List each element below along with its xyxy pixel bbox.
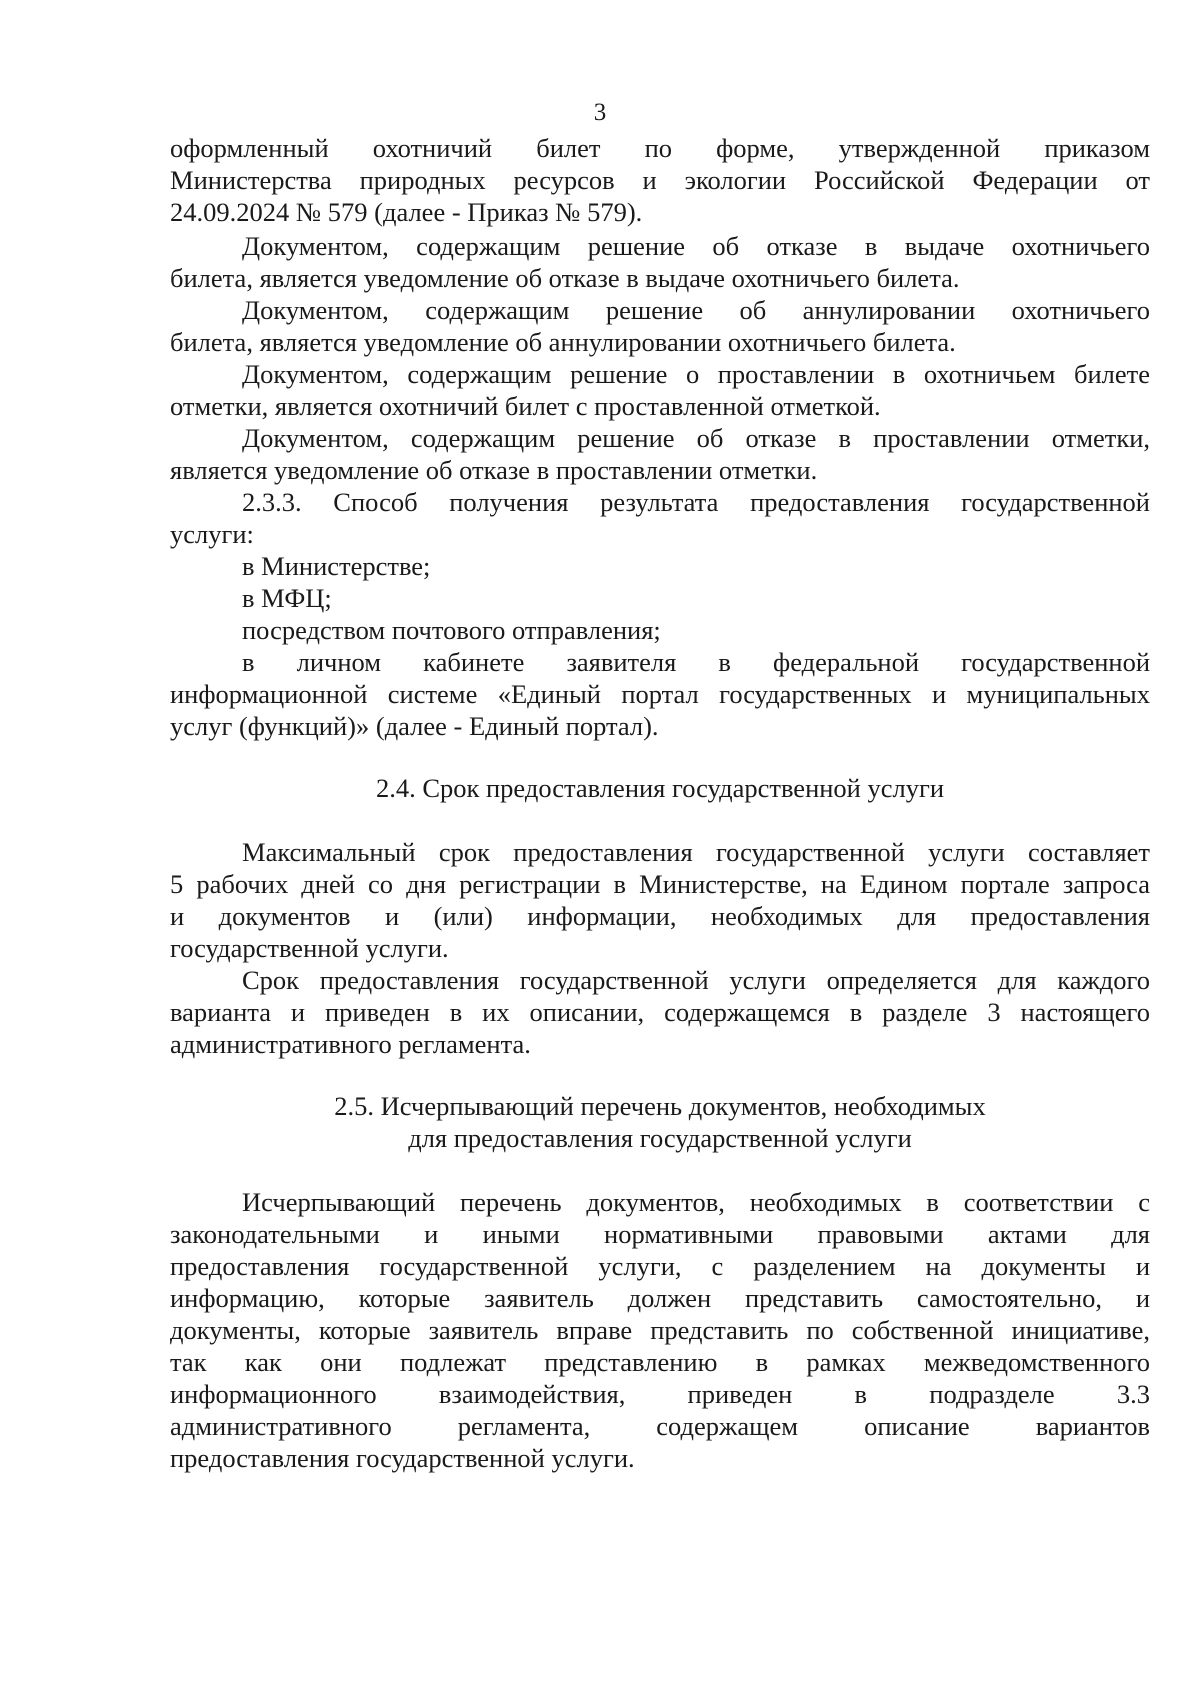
text-line: услуг (функций)» (далее - Единый портал). (170, 711, 659, 741)
document-body (170, 132, 1150, 1474)
text-line: в личном кабинете заявителя в федеральной государственной (242, 647, 1150, 677)
text-line: Документом, содержащим решение об аннулировании охотничьего (242, 295, 1150, 325)
text-line: документы, которые заявитель вправе представить по собственной инициативе, (170, 1315, 1150, 1345)
paragraph-result-ticket (170, 132, 1150, 228)
text-line: 5 рабочих дней со дня регистрации в Министерстве, на Едином портале запроса (170, 869, 1150, 899)
paragraph-documents-list (170, 1186, 1150, 1474)
text-line: так как они подлежат представлению в рамках межведомственного (170, 1347, 1150, 1377)
list-item: в МФЦ; (242, 583, 332, 613)
text-line: варианта и приведен в их описании, содержащемся в разделе 3 настоящего (170, 997, 1150, 1027)
section-heading-2-5 (170, 1090, 1150, 1154)
text-line: Министерства природных ресурсов и экологии Российской Федерации от (170, 165, 1150, 195)
text-line: Документом, содержащим решение об отказе в выдаче охотничьего (242, 231, 1150, 261)
text-line: Максимальный срок предоставления государственной услуги составляет (242, 837, 1150, 867)
text-line: оформленный охотничий билет по форме, утвержденной приказом (170, 133, 1150, 163)
text-line: услуги: (170, 519, 254, 549)
text-line: Документом, содержащим решение об отказе в проставлении отметки, (242, 423, 1150, 453)
paragraph-2-3-3 (170, 486, 1150, 550)
paragraph-personal-cabinet (170, 646, 1150, 742)
paragraph-mark-refusal (170, 422, 1150, 486)
text-line: информационной системе «Единый портал государственных и муниципальных (170, 679, 1150, 709)
text-line: предоставления государственной услуги. (170, 1443, 635, 1473)
paragraph-annulment-notice (170, 294, 1150, 358)
text-line: Срок предоставления государственной услуги определяется для каждого (242, 965, 1150, 995)
text-line: Исчерпывающий перечень документов, необходимых в соответствии с (242, 1187, 1150, 1217)
text-line: административного регламента, содержащем описание вариантов (170, 1411, 1150, 1441)
paragraph-term-variants (170, 964, 1150, 1060)
text-line: информацию, которые заявитель должен представить самостоятельно, и (170, 1283, 1150, 1313)
text-line: отметки, является охотничий билет с проставленной отметкой. (170, 391, 881, 421)
text-line: Документом, содержащим решение о проставлении в охотничьем билете (242, 359, 1150, 389)
text-line: предоставления государственной услуги, с разделением на документы и (170, 1251, 1150, 1281)
text-line: 2.3.3. Способ получения результата предоставления государственной (242, 487, 1150, 517)
list-item: в Министерстве; (242, 551, 431, 581)
text-line: билета, является уведомление об отказе в выдаче охотничьего билета. (170, 263, 960, 293)
text-line: является уведомление об отказе в проставлении отметки. (170, 455, 818, 485)
heading-line: для предоставления государственной услуги (408, 1123, 912, 1153)
heading-line: 2.5. Исчерпывающий перечень документов, необходимых (334, 1091, 986, 1121)
text-line: информационного взаимодействия, приведен в подразделе 3.3 (170, 1379, 1150, 1409)
text-line: и документов и (или) информации, необходимых для предоставления (170, 901, 1150, 931)
paragraph-mark-ticket (170, 358, 1150, 422)
text-line: 24.09.2024 № 579 (далее - Приказ № 579). (170, 197, 643, 227)
section-heading-2-4: 2.4. Срок предоставления государственной услуги (375, 773, 945, 803)
text-line: административного регламента. (170, 1029, 531, 1059)
receipt-methods-list (170, 550, 1150, 646)
paragraph-refusal-notice (170, 230, 1150, 294)
text-line: законодательными и иными нормативными правовыми актами для (170, 1219, 1150, 1249)
page-number: 3 (593, 99, 607, 126)
paragraph-max-term (170, 836, 1150, 964)
list-item: посредством почтового отправления; (242, 615, 661, 645)
text-line: билета, является уведомление об аннулировании охотничьего билета. (170, 327, 956, 357)
text-line: государственной услуги. (170, 933, 449, 963)
